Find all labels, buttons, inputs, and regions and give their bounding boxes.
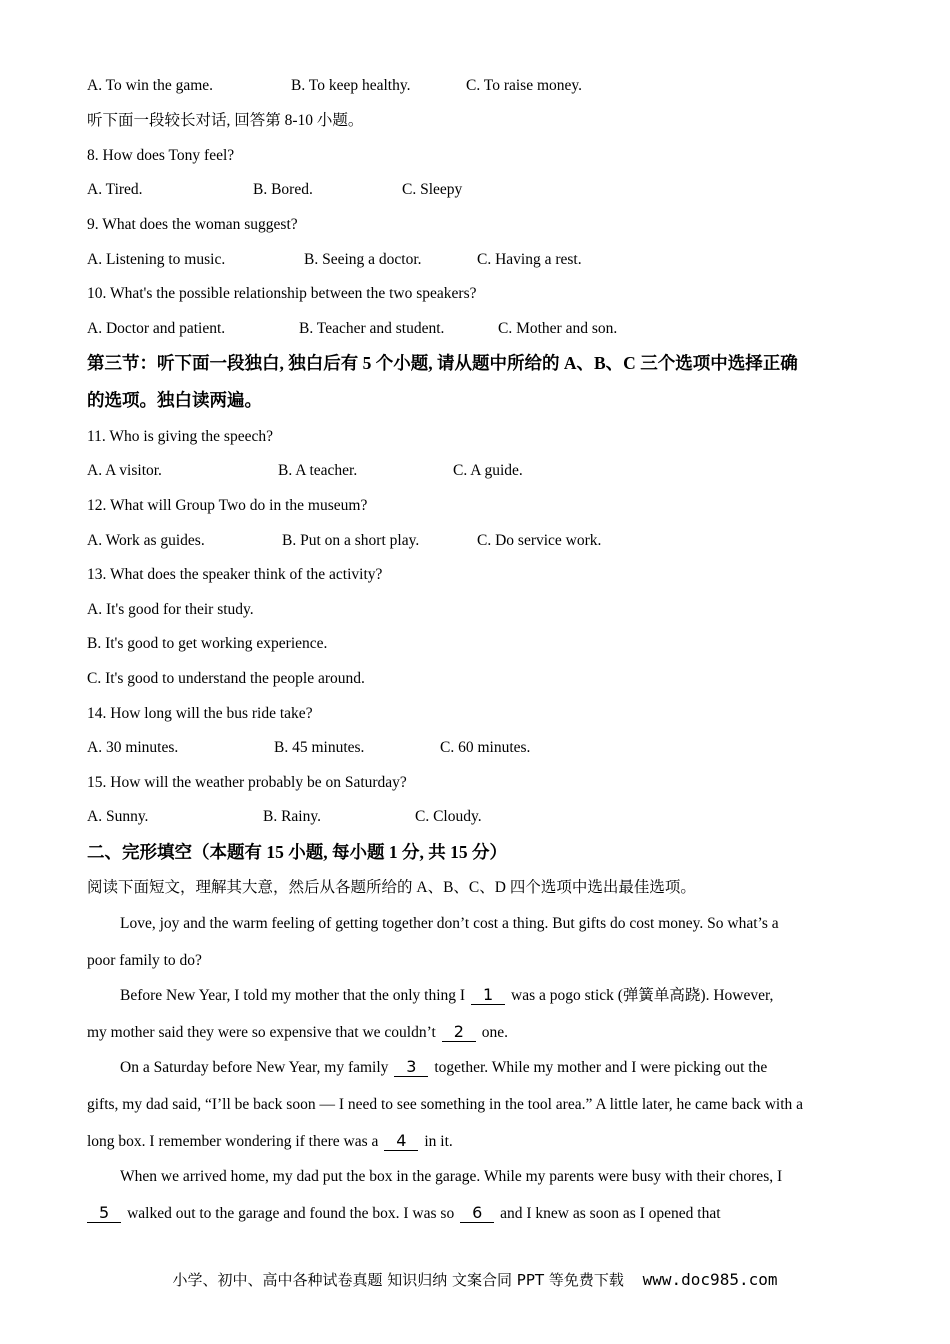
q15-option-b: B. Rainy.: [263, 808, 321, 825]
q12-option-b: B. Put on a short play.: [282, 532, 420, 549]
passage-p2-line1: [120, 986, 773, 1006]
q10-option-a: A. Doctor and patient.: [87, 320, 226, 337]
passage-p3-line3: [87, 1132, 453, 1152]
q8-option-c: C. Sleepy: [402, 181, 463, 198]
passage-p3-line1: [120, 1058, 767, 1078]
q8-option-a: A. Tired.: [87, 181, 143, 198]
q14-option-b: B. 45 minutes.: [274, 739, 365, 756]
q13-question: 13. What does the speaker think of the activity?: [87, 566, 383, 583]
blank-1[interactable]: 1: [471, 986, 505, 1005]
q10-option-c: C. Mother and son.: [498, 320, 618, 337]
q12-option-a: A. Work as guides.: [87, 532, 205, 549]
blank-3[interactable]: 3: [394, 1058, 428, 1077]
instruction-8-10: 听下面一段较长对话, 回答第 8-10 小题。: [87, 112, 364, 129]
q7-option-b: B. To keep healthy.: [291, 77, 411, 94]
q8-option-b: B. Bored.: [253, 181, 313, 198]
footer-text: 小学、初中、高中各种试卷真题 知识归纳 文案合同 PPT 等免费下载: [172, 1271, 624, 1289]
section3-heading-line2: 的选项。独白读两遍。: [87, 390, 262, 410]
passage-p3-line2: gifts, my dad said, “I’ll be back soon — I need to see something in the tool area.” A little later, he came back with a: [87, 1096, 804, 1113]
q9-option-c: C. Having a rest.: [477, 251, 582, 268]
q12-option-c: C. Do service work.: [477, 532, 602, 549]
q12-question: 12. What will Group Two do in the museum?: [87, 497, 368, 514]
passage-p4-line2: [87, 1204, 721, 1224]
q15-option-a: A. Sunny.: [87, 808, 149, 825]
q13-option-c: C. It's good to understand the people around.: [87, 670, 365, 687]
passage-text: together. While my mother and I were picking out the: [434, 1059, 768, 1076]
blank-4[interactable]: 4: [384, 1132, 418, 1151]
passage-text: one.: [481, 1024, 509, 1041]
q7-option-a: A. To win the game.: [87, 77, 214, 94]
q14-option-c: C. 60 minutes.: [440, 739, 531, 756]
footer-site-link[interactable]: www.doc985.com: [642, 1270, 778, 1289]
part2-instruction: 阅读下面短文，理解其大意，然后从各题所给的 A、B、C、D 四个选项中选出最佳选项。: [87, 879, 696, 896]
page-footer: [0, 1269, 950, 1290]
q13-option-a: A. It's good for their study.: [87, 601, 254, 618]
part2-heading: 二、完形填空（本题有 15 小题, 每小题 1 分, 共 15 分）: [87, 842, 507, 862]
q13-option-b: B. It's good to get working experience.: [87, 635, 328, 652]
blank-6[interactable]: 6: [460, 1204, 494, 1223]
q11-option-a: A. A visitor.: [87, 462, 162, 479]
passage-p1-line2: poor family to do?: [87, 952, 202, 969]
q7-option-c: C. To raise money.: [466, 77, 583, 94]
passage-text: my mother said they were so expensive that we couldn’t: [87, 1024, 436, 1041]
passage-text: walked out to the garage and found the box. I was so: [127, 1205, 455, 1222]
q15-question: 15. How will the weather probably be on Saturday?: [87, 774, 407, 791]
q9-option-b: B. Seeing a doctor.: [304, 251, 422, 268]
passage-text: in it.: [424, 1133, 453, 1150]
passage-text: and I knew as soon as I opened that: [500, 1205, 721, 1222]
q15-option-c: C. Cloudy.: [415, 808, 482, 825]
passage-p1-line1: Love, joy and the warm feeling of getting together don’t cost a thing. But gifts do cost money. So what’s a: [120, 915, 779, 932]
passage-p4-line1: When we arrived home, my dad put the box in the garage. While my parents were busy with their chores, I: [120, 1168, 783, 1185]
q8-question: 8. How does Tony feel?: [87, 147, 235, 164]
passage-text: Before New Year, I told my mother that the only thing I: [120, 987, 466, 1004]
q9-option-a: A. Listening to music.: [87, 251, 226, 268]
q14-question: 14. How long will the bus ride take?: [87, 705, 313, 722]
q11-option-b: B. A teacher.: [278, 462, 358, 479]
q9-question: 9. What does the woman suggest?: [87, 216, 298, 233]
passage-p2-line2: [87, 1023, 508, 1043]
q10-option-b: B. Teacher and student.: [299, 320, 445, 337]
passage-text: long box. I remember wondering if there was a: [87, 1133, 379, 1150]
passage-text: On a Saturday before New Year, my family: [120, 1059, 389, 1076]
passage-text: was a pogo stick (弹簧单高跷). However,: [511, 987, 774, 1004]
q11-option-c: C. A guide.: [453, 462, 523, 479]
section3-heading-line1: 第三节：听下面一段独白, 独白后有 5 个小题, 请从题中所给的 A、B、C 三个选项中选择正确: [87, 353, 798, 373]
q11-question: 11. Who is giving the speech?: [87, 428, 273, 445]
q14-option-a: A. 30 minutes.: [87, 739, 179, 756]
q10-question: 10. What's the possible relationship between the two speakers?: [87, 285, 477, 302]
blank-5[interactable]: 5: [87, 1204, 121, 1223]
blank-2[interactable]: 2: [442, 1023, 476, 1042]
